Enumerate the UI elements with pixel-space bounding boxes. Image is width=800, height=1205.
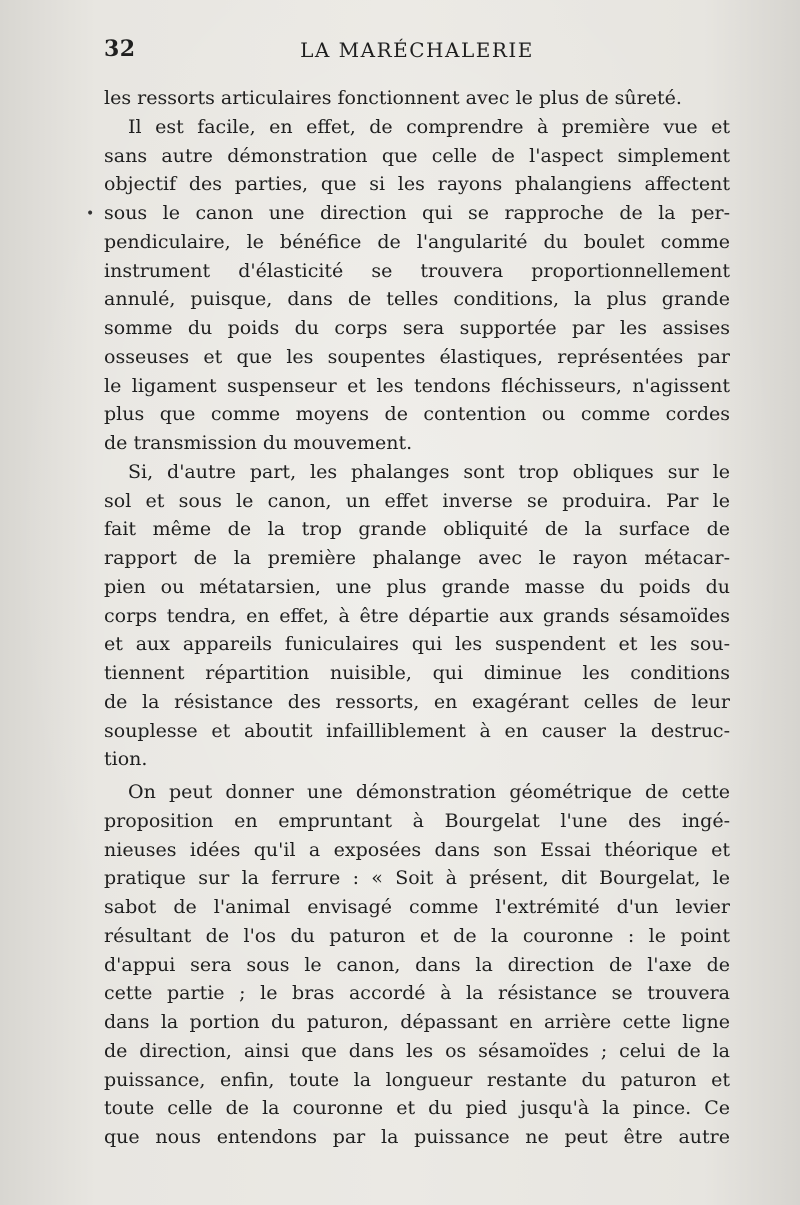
- paragraph: [104, 778, 730, 1152]
- text-line: nieuses idées qu'il a exposées dans son Essai théorique et: [104, 838, 730, 861]
- text-line: rapport de la première phalange avec le rayon métacar-: [104, 547, 730, 569]
- text-line: somme du poids du corps sera supportée par les assises: [104, 317, 730, 339]
- text-line: sabot de l'animal envisagé comme l'extrémité d'un levier: [104, 896, 730, 918]
- text-line: les ressorts articulaires fonctionnent avec le plus de sûreté.: [104, 87, 682, 109]
- text-line: souplesse et aboutit infailliblement à en causer la destruc-: [104, 719, 730, 742]
- text-line: objectif des parties, que si les rayons phalangiens affectent: [104, 173, 730, 196]
- text-line: de transmission du mouvement.: [104, 432, 413, 454]
- text-line: annulé, puisque, dans de telles conditions, la plus grande: [104, 288, 730, 311]
- paragraph: [104, 458, 730, 774]
- body-text: [104, 84, 730, 1152]
- text-line: sol et sous le canon, un effet inverse se produira. Par le: [104, 489, 730, 512]
- text-line: et aux appareils funiculaires qui les suspendent et les sou-: [104, 633, 730, 656]
- paragraph: [104, 84, 730, 113]
- text-line: puissance, enfin, toute la longueur restante du paturon et: [104, 1068, 730, 1091]
- page-number: 32: [104, 36, 136, 62]
- text-line: proposition en empruntant à Bourgelat l'une des ingé-: [104, 809, 730, 832]
- text-line: résultant de l'os du paturon et de la couronne : le point: [104, 924, 730, 947]
- text-line: le ligament suspenseur et les tendons fléchisseurs, n'agissent: [104, 374, 730, 397]
- text-line: Il est facile, en effet, de comprendre à première vue et: [128, 115, 730, 138]
- text-line: dans la portion du paturon, dépassant en arrière cette ligne: [104, 1011, 730, 1033]
- text-line: sous le canon une direction qui se rapproche de la per-: [104, 202, 730, 224]
- text-line: sans autre démonstration que celle de l'aspect simplement: [104, 144, 730, 167]
- text-line: corps tendra, en effet, à être départie aux grands sésamoïdes: [104, 604, 730, 627]
- text-line: que nous entendons par la puissance ne peut être autre: [104, 1126, 730, 1148]
- text-line: pratique sur la ferrure : « Soit à présent, dit Bourgelat, le: [104, 867, 730, 890]
- text-line: fait même de la trop grande obliquité de la surface de: [104, 518, 730, 541]
- text-line: osseuses et que les soupentes élastiques, représentées par: [104, 345, 730, 368]
- paragraph: [104, 113, 730, 458]
- text-line: Si, d'autre part, les phalanges sont trop obliques sur le: [128, 460, 730, 483]
- text-line: On peut donner une démonstration géométrique de cette: [128, 781, 730, 803]
- text-line: de direction, ainsi que dans les os sésamoïdes ; celui de la: [104, 1039, 730, 1062]
- margin-dot: •: [86, 206, 95, 222]
- text-line: tiennent répartition nuisible, qui diminue les conditions: [104, 662, 730, 684]
- page-header: [104, 36, 730, 68]
- text-line: pendiculaire, le bénéfice de l'angularité du boulet comme: [104, 230, 730, 253]
- text-line: toute celle de la couronne et du pied jusqu'à la pince. Ce: [104, 1097, 730, 1120]
- text-line: tion.: [104, 748, 148, 771]
- text-line: de la résistance des ressorts, en exagérant celles de leur: [104, 690, 730, 713]
- text-line: plus que comme moyens de contention ou comme cordes: [104, 403, 730, 426]
- text-line: pien ou métatarsien, une plus grande masse du poids du: [104, 575, 730, 598]
- running-title: LA MARÉCHALERIE: [300, 38, 534, 62]
- text-line: d'appui sera sous le canon, dans la direction de l'axe de: [104, 953, 730, 976]
- text-line: instrument d'élasticité se trouvera proportionnellement: [104, 259, 730, 282]
- text-line: cette partie ; le bras accordé à la résistance se trouvera: [104, 982, 730, 1005]
